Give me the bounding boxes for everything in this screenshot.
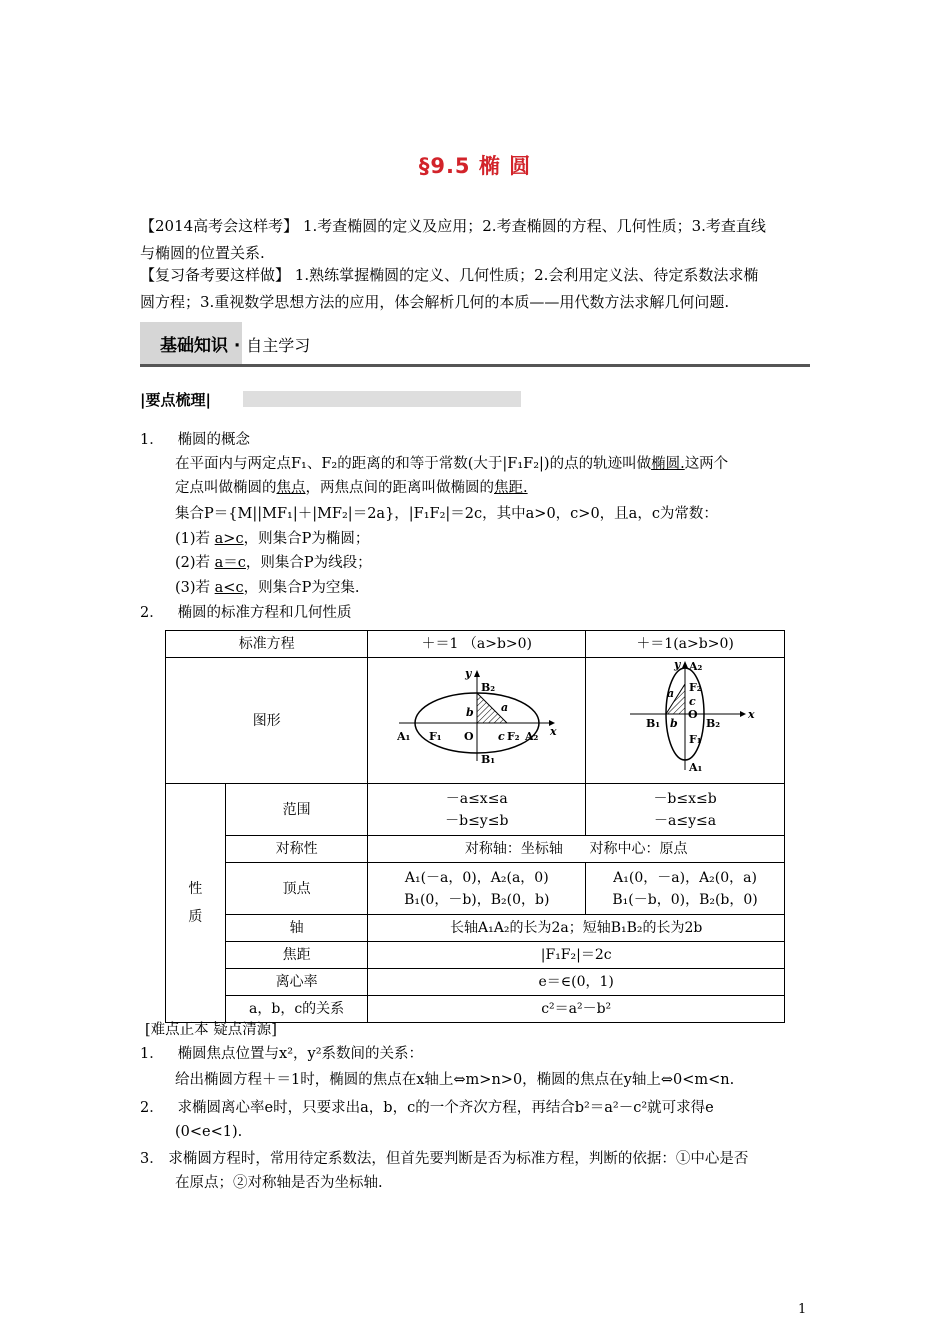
axis-label: 轴 bbox=[225, 915, 368, 942]
eccentricity-value: e＝∈(0，1) bbox=[368, 969, 785, 996]
standard-heading: 2． 椭圆的标准方程和几何性质 bbox=[140, 605, 352, 621]
label-A2: A₂ bbox=[524, 730, 539, 743]
label-a: a bbox=[667, 687, 675, 700]
difficulty-heading: [难点正本 疑点清源] bbox=[145, 1022, 277, 1038]
label-a: a bbox=[500, 701, 508, 714]
table-row-symmetry bbox=[166, 836, 785, 863]
label-O: O bbox=[463, 730, 474, 743]
table-row-header bbox=[166, 631, 785, 658]
range-label: 范围 bbox=[225, 784, 368, 836]
label-b: b bbox=[670, 717, 678, 730]
table-row-focal bbox=[166, 942, 785, 969]
relation-label: a，b，c的关系 bbox=[225, 996, 368, 1023]
label-A1: A₁ bbox=[689, 761, 703, 774]
table-row-vertex bbox=[166, 863, 785, 915]
difficulty-item-3-line2: 在原点；②对称轴是否为坐标轴. bbox=[175, 1175, 383, 1191]
concept-case-3: (3)若 a<c，则集合P为空集. bbox=[175, 580, 360, 596]
y-label: y bbox=[674, 658, 681, 671]
x-label: x bbox=[549, 725, 557, 738]
key-points-label: |要点梳理| bbox=[140, 391, 211, 409]
table-row-figure bbox=[166, 658, 785, 784]
ellipse-properties-table bbox=[165, 630, 785, 1023]
label-B1: B₁ bbox=[646, 717, 661, 730]
label-B2: B₂ bbox=[706, 717, 721, 730]
difficulty-item-1: 1． 椭圆焦点位置与x²，y²系数间的关系： bbox=[140, 1046, 424, 1062]
page-title: §9.5 椭 圆 bbox=[418, 154, 532, 178]
x-arrow-icon bbox=[740, 711, 746, 717]
label-F2: F₂ bbox=[689, 681, 702, 694]
props-label-cell bbox=[166, 784, 226, 1023]
symmetry-label: 对称性 bbox=[225, 836, 368, 863]
vertex-value-1: A₁(－a，0)，A₂(a，0) B₁(0，－b)，B₂(0，b) bbox=[368, 863, 586, 915]
review-intro-line2: 圆方程；3.重视数学思想方法的应用，体会解析几何的本质——用代数方法求解几何问题. bbox=[140, 293, 730, 311]
symmetry-value: 对称轴：坐标轴 对称中心：原点 bbox=[368, 836, 785, 863]
label-B2: B₂ bbox=[480, 681, 495, 694]
relation-value: c²＝a²－b² bbox=[368, 996, 785, 1023]
label-F1: F₁ bbox=[428, 730, 442, 743]
section-title: 基础知识 · 自主学习 bbox=[160, 336, 311, 356]
concept-set-definition: 集合P＝{M||MF₁|＋|MF₂|＝2a}，|F₁F₂|＝2c，其中a>0，c>0，且a，c为常数： bbox=[175, 506, 718, 522]
vertex-label: 顶点 bbox=[225, 863, 368, 915]
axis-value: 长轴A₁A₂的长为2a；短轴B₁B₂的长为2b bbox=[368, 915, 785, 942]
label-F1: F₁ bbox=[689, 733, 702, 746]
focal-label: 焦距 bbox=[225, 942, 368, 969]
label-c: c bbox=[689, 695, 696, 708]
table-row-axis bbox=[166, 915, 785, 942]
concept-heading: 1． 椭圆的概念 bbox=[140, 432, 251, 448]
concept-case-1: (1)若 a>c，则集合P为椭圆； bbox=[175, 531, 370, 547]
y-arrow-icon bbox=[682, 661, 688, 668]
label-F2: F₂ bbox=[506, 730, 520, 743]
difficulty-item-2: 2． 求椭圆离心率e时，只要求出a，b，c的一个齐次方程，再结合b²＝a²－c²就可求得e bbox=[140, 1100, 714, 1116]
concept-para-line2: 定点叫做椭圆的焦点，两焦点间的距离叫做椭圆的焦距. bbox=[175, 480, 528, 496]
y-arrow-icon bbox=[474, 670, 480, 677]
page-number: 1 bbox=[798, 1302, 807, 1317]
label-c: c bbox=[497, 730, 505, 743]
eccentricity-label: 离心率 bbox=[225, 969, 368, 996]
key-points-bar bbox=[243, 391, 521, 407]
review-intro-line1: 【复习备考要这样做】 1.熟练掌握椭圆的定义、几何性质；2.会利用定义法、待定系数法求椭 bbox=[140, 266, 759, 284]
vertex-value-2: A₁(0，－a)，A₂(0，a) B₁(－b，0)，B₂(b，0) bbox=[586, 863, 785, 915]
figure-label: 图形 bbox=[166, 658, 368, 784]
header-eq1: ＋＝1 （a>b>0) bbox=[368, 631, 586, 658]
section-header bbox=[140, 322, 810, 367]
header-label: 标准方程 bbox=[166, 631, 368, 658]
concept-para-line1: 在平面内与两定点F₁、F₂的距离的和等于常数(大于|F₁F₂|)的点的轨迹叫做椭圆.这两个 bbox=[175, 456, 729, 472]
figure-vertical-cell bbox=[586, 658, 785, 784]
concept-case-2: (2)若 a＝c，则集合P为线段； bbox=[175, 555, 372, 571]
label-B1: B₁ bbox=[480, 753, 495, 766]
label-O: O bbox=[688, 708, 698, 721]
figure-horizontal-cell bbox=[368, 658, 586, 784]
vertical-ellipse-figure bbox=[610, 658, 760, 776]
y-label: y bbox=[464, 667, 472, 680]
difficulty-item-1-line2: 给出椭圆方程＋＝1时，椭圆的焦点在x轴上⇔m>n>0，椭圆的焦点在y轴上⇔0<m<n. bbox=[175, 1072, 735, 1088]
difficulty-item-3: 3． 求椭圆方程时，常用待定系数法，但首先要判断是否为标准方程，判断的依据：①中心是否 bbox=[140, 1151, 749, 1167]
difficulty-item-2-line2: (0<e<1). bbox=[175, 1124, 243, 1140]
props-label: 性质 bbox=[188, 881, 203, 925]
horizontal-ellipse-figure bbox=[397, 667, 557, 767]
focal-value: |F₁F₂|＝2c bbox=[368, 942, 785, 969]
exam-intro-line1: 【2014高考会这样考】 1.考查椭圆的定义及应用；2.考查椭圆的方程、几何性质；3.考查直线 bbox=[140, 217, 766, 235]
header-eq2: ＋＝1(a>b>0) bbox=[586, 631, 785, 658]
table-row-range bbox=[166, 784, 785, 836]
table-row-eccentricity bbox=[166, 969, 785, 996]
label-A1: A₁ bbox=[396, 730, 411, 743]
x-label: x bbox=[748, 708, 755, 721]
range-value-2: －b≤x≤b －a≤y≤a bbox=[586, 784, 785, 836]
range-value-1: －a≤x≤a －b≤y≤b bbox=[368, 784, 586, 836]
label-b: b bbox=[465, 706, 474, 719]
exam-intro-line2: 与椭圆的位置关系. bbox=[140, 244, 265, 262]
label-A2: A₂ bbox=[689, 660, 703, 673]
